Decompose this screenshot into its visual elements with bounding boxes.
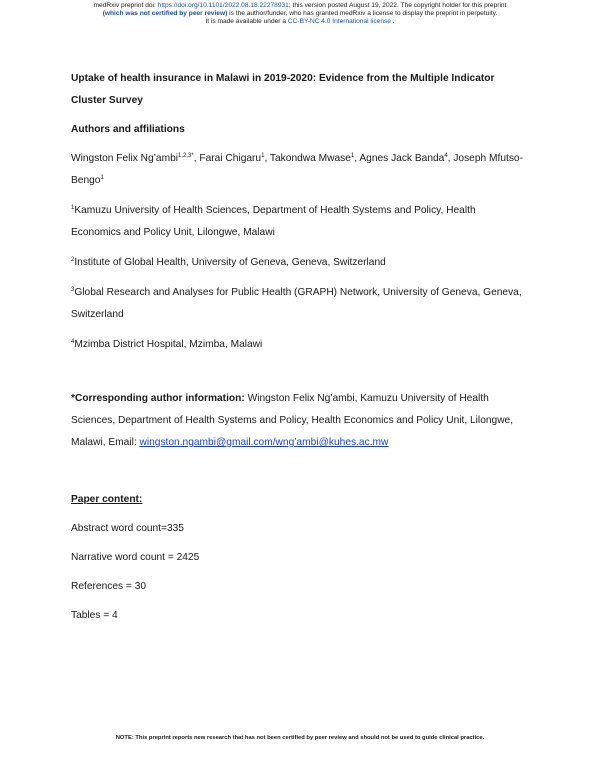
paper-first-page <box>71 68 527 627</box>
banner-line-3: It is made available under a CC-BY-NC 4.0 International license . <box>205 18 395 25</box>
tables-count: Tables = 4 <box>71 610 118 621</box>
preprint-footer-note: NOTE: This preprint reports new research that has not been certified by peer review and should not be used to guide clinical practice. <box>115 735 485 741</box>
affiliation-1: $^1$Kamuzu University of Health Sciences, Department of Health Systems and Policy, Health Economics and Policy Unit, Lilongwe, Malawi <box>71 205 476 238</box>
author: Joseph Mfutso-Bengo$^1$ <box>71 153 523 186</box>
email-link[interactable]: wingston.ngambi@gmail.com/wng’ambi@kuhes.ac.mw <box>139 437 389 448</box>
affiliation-3: $^3$Global Research and Analyses for Public Health (GRAPH) Network, University of Geneva, Geneva, Switzerland <box>71 287 522 320</box>
peer-review-notice: (which was not certified by peer review) <box>102 10 228 17</box>
corresponding-label: *Corresponding author information: <box>71 393 245 404</box>
banner-line-1: medRxiv preprint doi: https://doi.org/10.1101/2022.08.18.22278931; this version posted August 19, 2022. The copyright holder for this preprint <box>93 2 507 9</box>
author: Farai Chigaru$^1$, <box>199 153 270 164</box>
references-count: References = 30 <box>71 581 147 592</box>
doi-link[interactable]: https://doi.org/10.1101/2022.08.18.22278931 <box>157 2 289 9</box>
author: Agnes Jack Banda$^4$, <box>359 153 454 164</box>
author: Wingston Felix Ng’ambi$^{1,2,3*}$, <box>71 153 200 164</box>
license-link[interactable]: CC-BY-NC 4.0 International license <box>287 18 391 25</box>
author: Takondwa Mwase$^1$, <box>269 153 360 164</box>
paper-title: Uptake of health insurance in Malawi in 2019-2020: Evidence from the Multiple Indicator Cluster Survey <box>71 73 495 106</box>
banner-line-2: (which was not certified by peer review) is the author/funder, who has granted medRxiv a license to display the preprint in perpetuity. <box>102 10 498 17</box>
affiliation-4: $^4$Mzimba District Hospital, Mzimba, Malawi <box>71 339 263 350</box>
author-list <box>71 148 527 192</box>
narrative-word-count: Narrative word count = 2425 <box>71 552 200 563</box>
preprint-banner <box>0 2 600 26</box>
corresponding-author: *Corresponding author information: Wingston Felix Ng’ambi, Kamuzu University of Health Sciences, Department of Health Systems and Policy, Health Economics and Policy Unit, Lilongwe, Malawi, Email: wingston.ngambi@gmail.com/wng’ambi@kuhes.ac.mw <box>71 393 514 448</box>
abstract-word-count: Abstract word count=335 <box>71 523 184 534</box>
affiliation-2: $^2$Institute of Global Health, University of Geneva, Geneva, Switzerland <box>71 257 386 268</box>
paper-content-heading: Paper content: <box>71 494 143 505</box>
authors-heading: Authors and affiliations <box>71 124 185 135</box>
